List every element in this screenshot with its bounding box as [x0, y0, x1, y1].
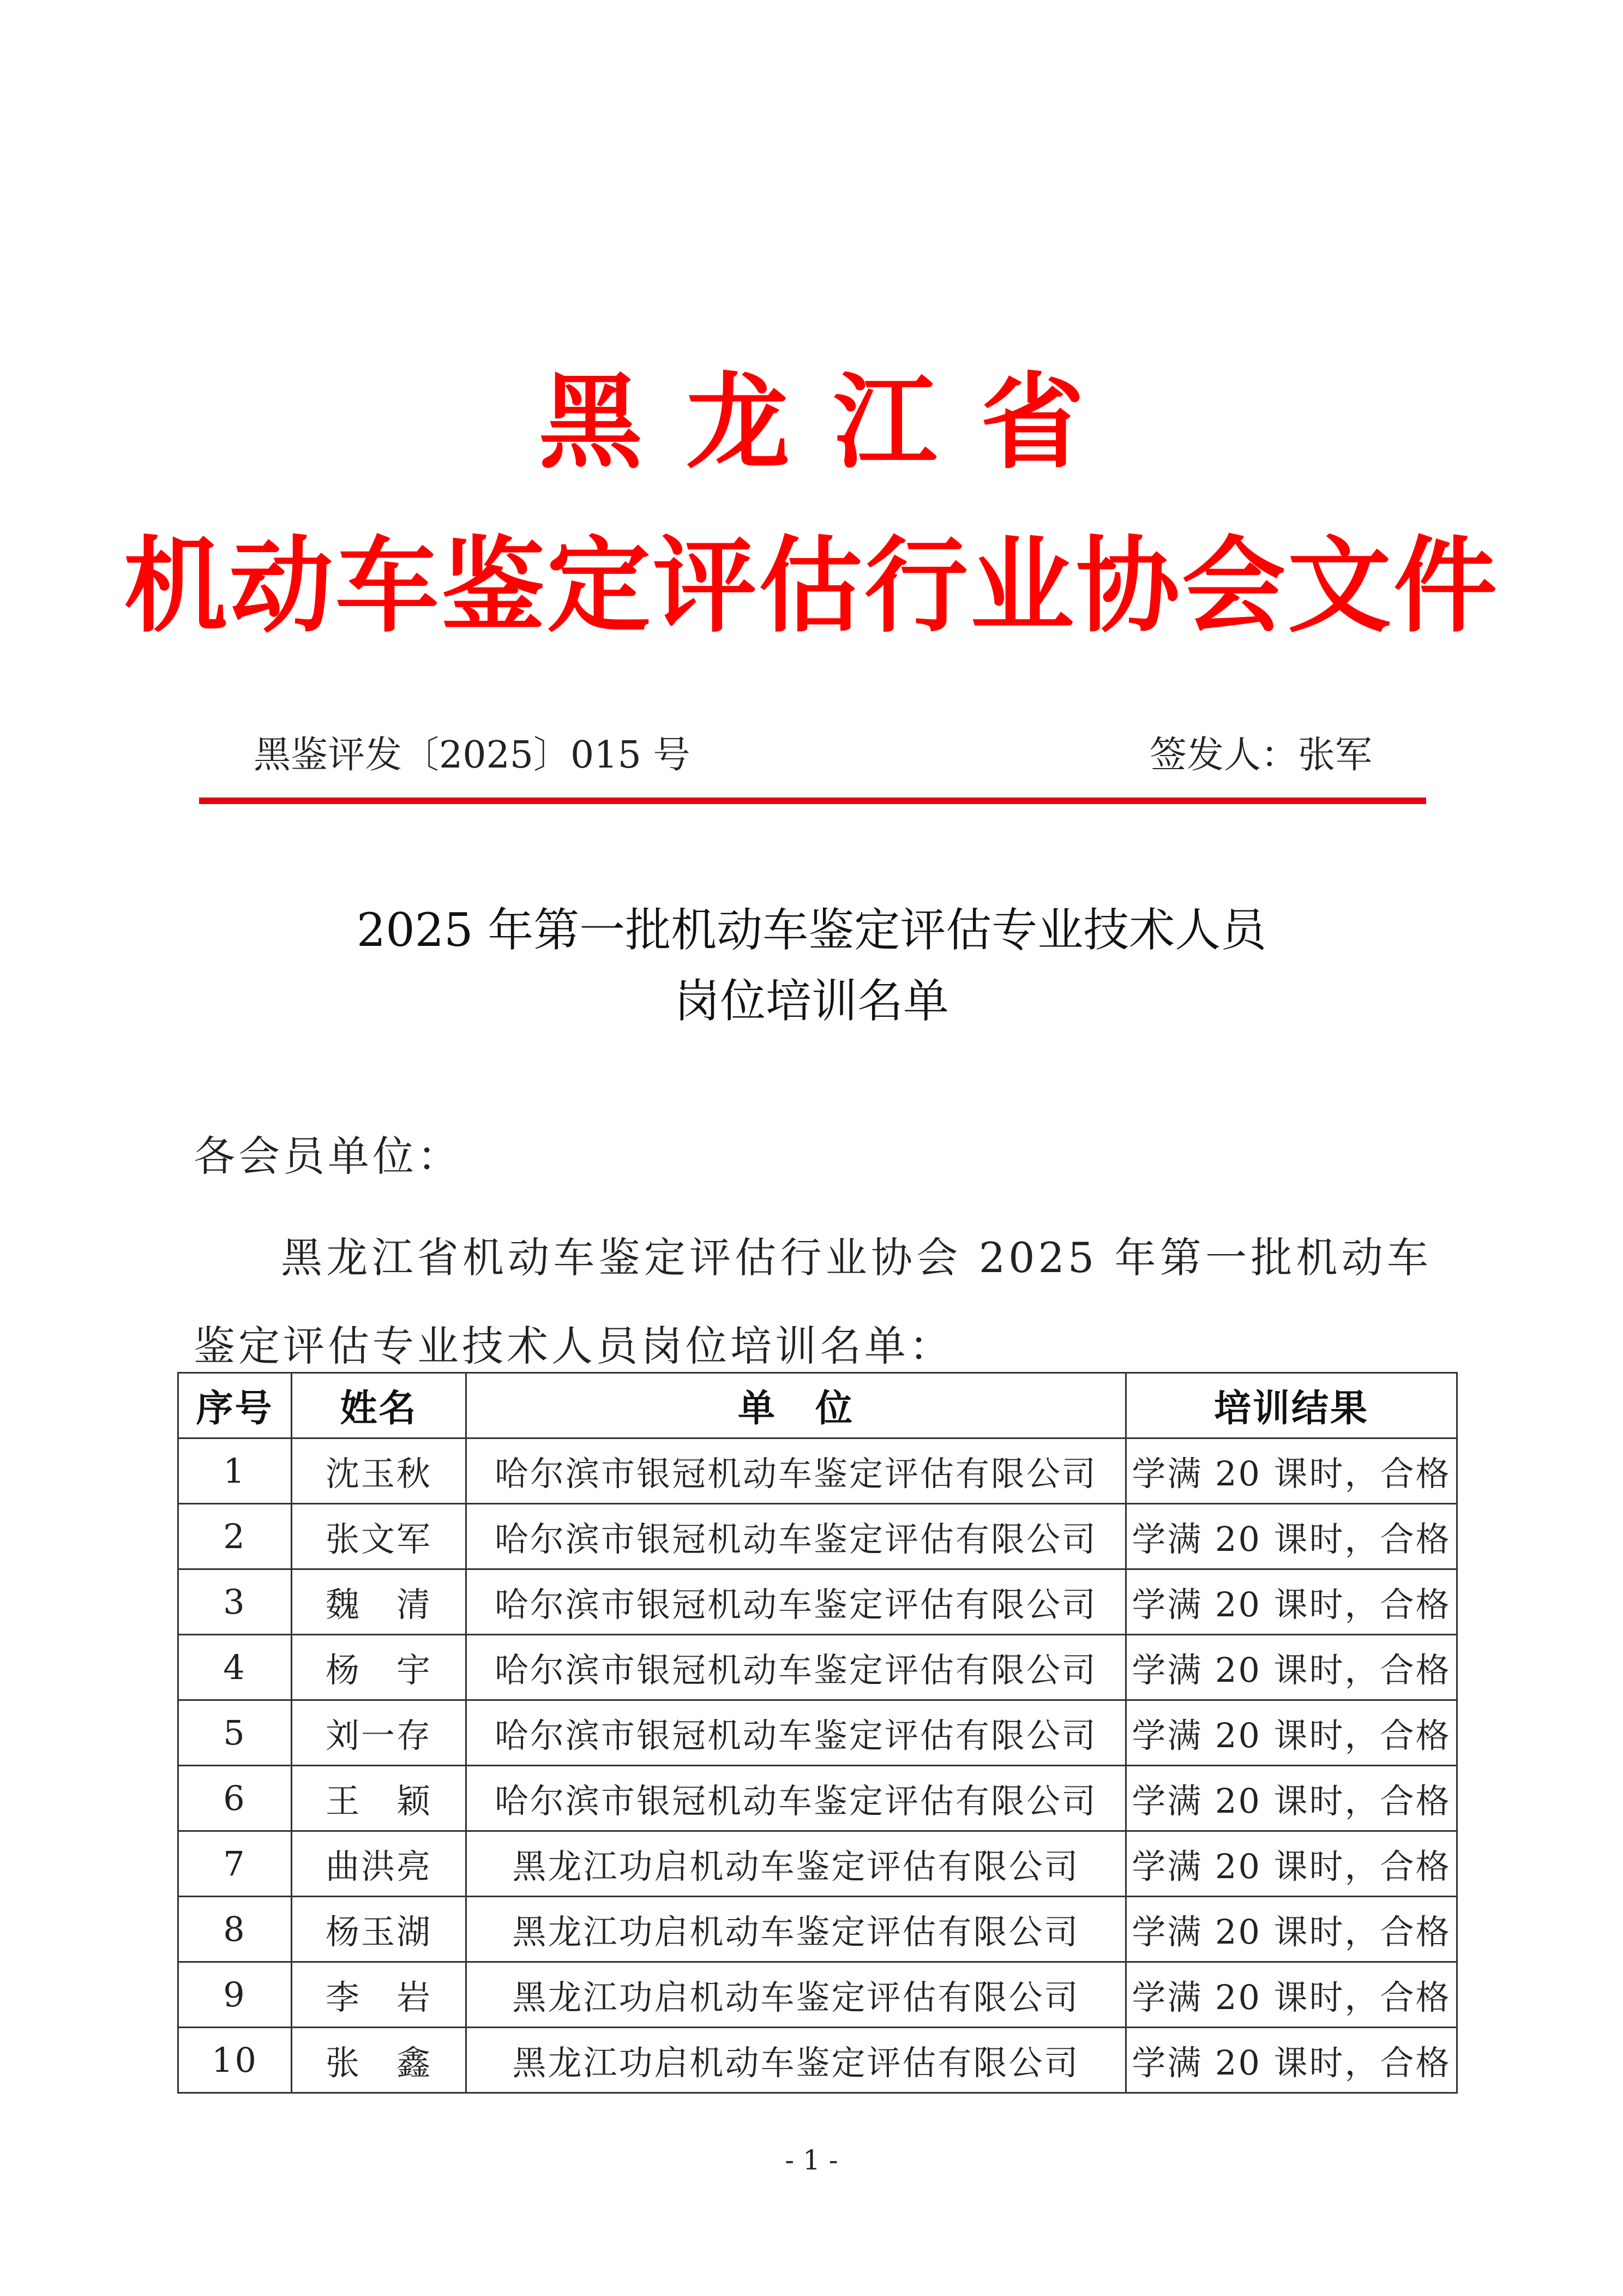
cell-unit: 哈尔滨市银冠机动车鉴定评估有限公司 — [466, 1504, 1126, 1569]
cell-result: 学满 20 课时，合格 — [1126, 1831, 1457, 1897]
cell-serial: 8 — [178, 1897, 292, 1962]
cell-result: 学满 20 课时，合格 — [1126, 1569, 1457, 1635]
red-divider-line — [199, 798, 1426, 804]
table-row — [178, 1831, 1457, 1897]
cell-serial: 4 — [178, 1635, 292, 1700]
cell-unit: 黑龙江功启机动车鉴定评估有限公司 — [466, 1831, 1126, 1897]
letterhead-organization: 机动车鉴定评估行业协会文件 — [123, 526, 1499, 646]
cell-serial: 3 — [178, 1569, 292, 1635]
cell-name: 刘一存 — [292, 1700, 466, 1766]
cell-result: 学满 20 课时，合格 — [1126, 1897, 1457, 1962]
cell-result: 学满 20 课时，合格 — [1126, 1700, 1457, 1766]
cell-result: 学满 20 课时，合格 — [1126, 1962, 1457, 2028]
table-header-row — [178, 1373, 1457, 1438]
cell-unit: 黑龙江功启机动车鉴定评估有限公司 — [466, 1897, 1126, 1962]
cell-serial: 10 — [178, 2028, 292, 2093]
cell-serial: 5 — [178, 1700, 292, 1766]
header-unit: 单 位 — [466, 1373, 1126, 1438]
header-result: 培训结果 — [1126, 1373, 1457, 1438]
issuer-signature: 签发人：张军 — [1149, 734, 1372, 777]
cell-serial: 9 — [178, 1962, 292, 2028]
document-title-line2: 岗位培训名单 — [674, 974, 949, 1028]
cell-serial: 7 — [178, 1831, 292, 1897]
cell-result: 学满 20 课时，合格 — [1126, 1438, 1457, 1504]
cell-unit: 黑龙江功启机动车鉴定评估有限公司 — [466, 2028, 1126, 2093]
cell-unit: 哈尔滨市银冠机动车鉴定评估有限公司 — [466, 1700, 1126, 1766]
table-row — [178, 1766, 1457, 1831]
table-row — [178, 1962, 1457, 2028]
letterhead-province: 黑龙江省 — [538, 362, 1128, 483]
training-roster-table — [177, 1372, 1458, 2094]
cell-unit: 哈尔滨市银冠机动车鉴定评估有限公司 — [466, 1569, 1126, 1635]
cell-name: 张文军 — [292, 1504, 466, 1569]
table-row — [178, 1897, 1457, 1962]
cell-name: 沈玉秋 — [292, 1438, 466, 1504]
cell-name: 杨玉湖 — [292, 1897, 466, 1962]
cell-result: 学满 20 课时，合格 — [1126, 1766, 1457, 1831]
table-row — [178, 1700, 1457, 1766]
table-row — [178, 1569, 1457, 1635]
cell-unit: 哈尔滨市银冠机动车鉴定评估有限公司 — [466, 1635, 1126, 1700]
cell-name: 张 鑫 — [292, 2028, 466, 2093]
cell-result: 学满 20 课时，合格 — [1126, 1635, 1457, 1700]
cell-name: 李 岩 — [292, 1962, 466, 2028]
header-serial: 序号 — [178, 1373, 292, 1438]
cell-name: 王 颖 — [292, 1766, 466, 1831]
cell-name: 杨 宇 — [292, 1635, 466, 1700]
table-row — [178, 2028, 1457, 2093]
document-title-line1: 2025 年第一批机动车鉴定评估专业技术人员 — [356, 903, 1267, 957]
cell-serial: 6 — [178, 1766, 292, 1831]
table-row — [178, 1635, 1457, 1700]
table-row — [178, 1438, 1457, 1504]
cell-unit: 哈尔滨市银冠机动车鉴定评估有限公司 — [466, 1438, 1126, 1504]
page-number: - 1 - — [785, 2144, 838, 2176]
cell-name: 曲洪亮 — [292, 1831, 466, 1897]
cell-serial: 2 — [178, 1504, 292, 1569]
body-paragraph: 黑龙江省机动车鉴定评估行业协会 2025 年第一批机动车鉴定评估专业技术人员岗位培训名单： — [194, 1233, 1432, 1370]
document-number: 黑鉴评发〔2025〕015 号 — [254, 734, 690, 777]
cell-unit: 黑龙江功启机动车鉴定评估有限公司 — [466, 1962, 1126, 2028]
salutation: 各会员单位： — [194, 1132, 462, 1180]
cell-result: 学满 20 课时，合格 — [1126, 1504, 1457, 1569]
header-name: 姓名 — [292, 1373, 466, 1438]
cell-serial: 1 — [178, 1438, 292, 1504]
cell-name: 魏 清 — [292, 1569, 466, 1635]
table-row — [178, 1504, 1457, 1569]
cell-result: 学满 20 课时，合格 — [1126, 2028, 1457, 2093]
cell-unit: 哈尔滨市银冠机动车鉴定评估有限公司 — [466, 1766, 1126, 1831]
